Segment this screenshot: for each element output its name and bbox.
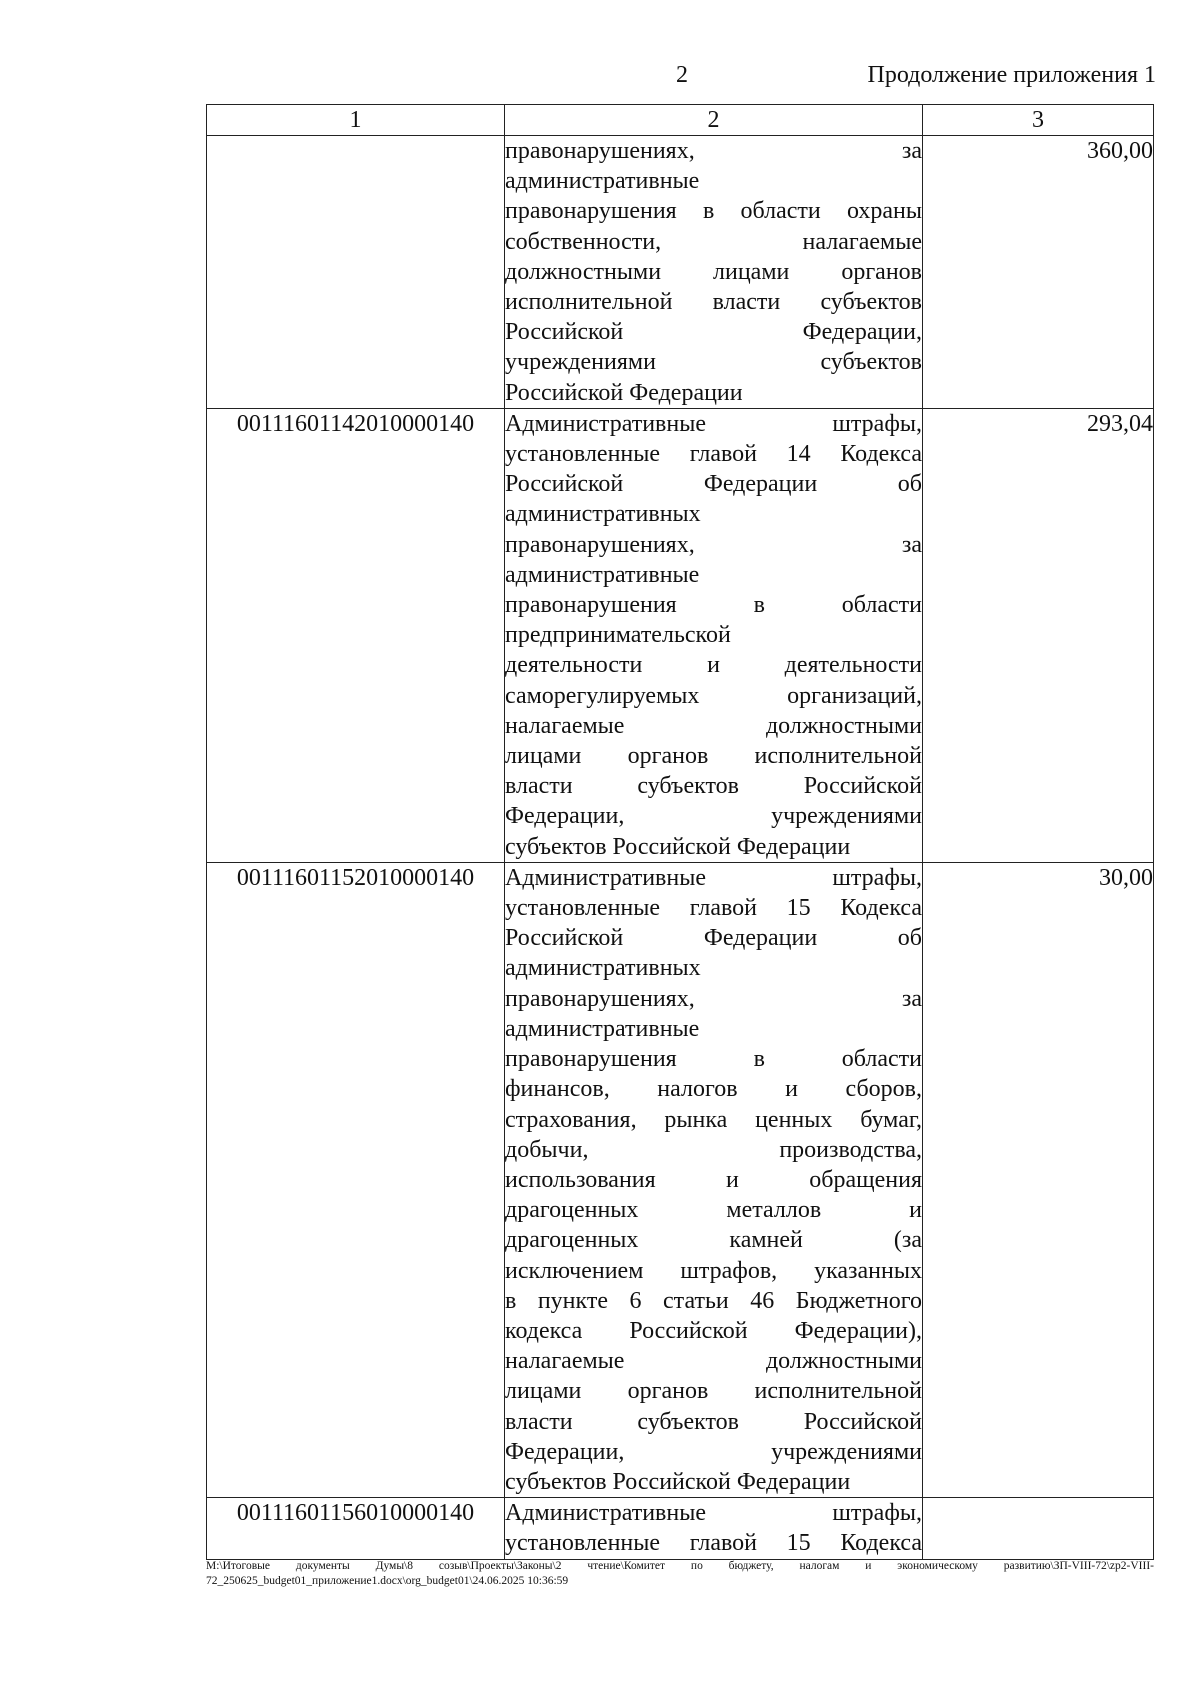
description-line: Российской Федерации об xyxy=(505,471,922,498)
description-line: субъектов Российской Федерации xyxy=(505,1468,851,1495)
description-line: административные xyxy=(505,1015,700,1042)
description-line: административные xyxy=(505,168,700,195)
description-line: установленные главой 15 Кодекса xyxy=(505,895,922,922)
row-description xyxy=(505,862,923,1497)
description-line: правонарушения в области xyxy=(505,1046,922,1073)
description-line: налагаемые должностными xyxy=(505,1348,922,1375)
table-row xyxy=(207,1498,1154,1559)
description-line: административных xyxy=(505,501,701,528)
description-line: Российской Федерации, xyxy=(505,319,922,346)
row-code: 00111601142010000140 xyxy=(207,408,505,862)
description-line: правонарушениях, за xyxy=(505,138,922,164)
description-line: правонарушениях, за xyxy=(505,531,922,558)
description-line: драгоценных металлов и xyxy=(505,1197,922,1224)
row-code: 00111601152010000140 xyxy=(207,862,505,1497)
description-line: установленные главой 14 Кодекса xyxy=(505,441,922,468)
description-line: деятельности и деятельности xyxy=(505,652,922,679)
description-line: лицами органов исполнительной xyxy=(505,743,922,770)
row-code: 00111601156010000140 xyxy=(207,1498,505,1559)
row-description xyxy=(505,1498,923,1559)
row-description xyxy=(505,408,923,862)
description-line: установленные главой 15 Кодекса xyxy=(505,1530,922,1557)
row-amount: 30,00 xyxy=(923,862,1154,1497)
description-line: страхования, рынка ценных бумаг, xyxy=(505,1106,922,1133)
continuation-title: Продолжение приложения 1 xyxy=(867,62,1156,88)
table-row xyxy=(207,136,1154,409)
row-amount: 293,04 xyxy=(923,408,1154,862)
table-header-row xyxy=(207,105,1154,136)
description-line: в пункте 6 статьи 46 Бюджетного xyxy=(505,1287,922,1314)
page-number: 2 xyxy=(676,62,688,88)
description-line: саморегулируемых организаций, xyxy=(505,682,922,709)
description-line: власти субъектов Российской xyxy=(505,1408,922,1435)
description-line: Федерации, учреждениями xyxy=(505,803,922,830)
description-line: правонарушениях, за xyxy=(505,985,922,1012)
row-description xyxy=(505,136,923,409)
description-line: налагаемые должностными xyxy=(505,712,922,739)
description-line: добычи, производства, xyxy=(505,1136,922,1163)
column-header-2: 2 xyxy=(505,105,923,136)
description-line: субъектов Российской Федерации xyxy=(505,833,851,860)
description-line: Российской Федерации xyxy=(505,379,743,406)
row-code xyxy=(207,136,505,409)
column-header-3: 3 xyxy=(923,105,1154,136)
document-path-footer: M:\Итоговые документы Думы\8 созыв\Проекты\Законы\2 чтение\Комитет по бюджету, налогам и экономическому развитию\ЗП-VIII-72\zp2-VIII-72_250625_budget01_приложение1.docx\org_budget01\24.06.2025 10:36:59 xyxy=(206,1560,1154,1587)
description-line: власти субъектов Российской xyxy=(505,773,922,800)
description-line: драгоценных камней (за xyxy=(505,1227,922,1254)
description-line: Административные штрафы, xyxy=(505,410,922,437)
description-line: финансов, налогов и сборов, xyxy=(505,1076,922,1103)
description-line: собственности, налагаемые xyxy=(505,228,922,255)
description-line: Федерации, учреждениями xyxy=(505,1438,922,1465)
description-line: административных xyxy=(505,955,701,982)
description-line: Административные штрафы, xyxy=(505,864,922,891)
budget-table xyxy=(206,104,1154,1560)
description-line: предпринимательской xyxy=(505,622,731,649)
description-line: исполнительной власти субъектов xyxy=(505,289,922,316)
table-row xyxy=(207,408,1154,862)
row-amount xyxy=(923,1498,1154,1559)
description-line: учреждениями субъектов xyxy=(505,349,922,376)
description-line: Российской Федерации об xyxy=(505,925,922,952)
column-header-1: 1 xyxy=(207,105,505,136)
description-line: Административные штрафы, xyxy=(505,1500,922,1527)
description-line: исключением штрафов, указанных xyxy=(505,1257,922,1284)
description-line: лицами органов исполнительной xyxy=(505,1378,922,1405)
description-line: правонарушения в области охраны xyxy=(505,198,922,225)
description-line: использования и обращения xyxy=(505,1166,922,1193)
description-line: должностными лицами органов xyxy=(505,258,922,285)
description-line: административные xyxy=(505,561,700,588)
description-line: кодекса Российской Федерации), xyxy=(505,1317,922,1344)
row-amount: 360,00 xyxy=(923,136,1154,409)
description-line: правонарушения в области xyxy=(505,592,922,619)
table-row xyxy=(207,862,1154,1497)
